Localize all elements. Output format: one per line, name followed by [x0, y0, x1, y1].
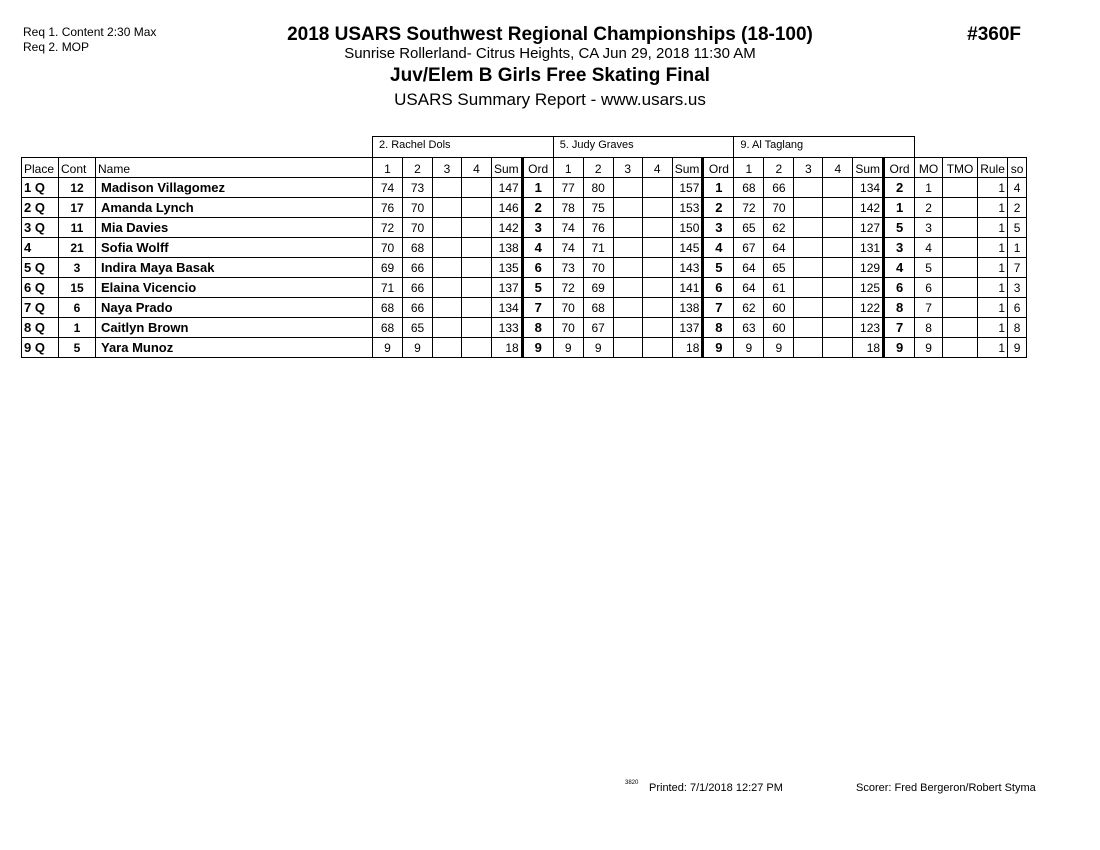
score-1: 70 — [553, 298, 583, 318]
score-2: 70 — [403, 218, 433, 238]
score-4 — [642, 178, 672, 198]
place-cell: 1 Q — [22, 178, 59, 198]
score-1: 72 — [553, 278, 583, 298]
score-3 — [613, 338, 642, 358]
column-header-ord: Ord — [703, 158, 734, 178]
column-header-so: so — [1008, 158, 1027, 178]
rule: 1 — [978, 178, 1008, 198]
score-2: 70 — [403, 198, 433, 218]
judge-sum: 127 — [853, 218, 884, 238]
score-3 — [433, 178, 462, 198]
judges-row — [22, 137, 1027, 158]
judge-ordinal: 7 — [522, 298, 553, 318]
column-header-row — [22, 158, 1027, 178]
judge-sum: 133 — [492, 318, 523, 338]
judge-sum: 145 — [672, 238, 703, 258]
majority-ordinal: 9 — [915, 338, 943, 358]
majority-ordinal: 2 — [915, 198, 943, 218]
skate-order: 3 — [1008, 278, 1027, 298]
rule: 1 — [978, 278, 1008, 298]
rule: 1 — [978, 318, 1008, 338]
judge-sum: 147 — [492, 178, 523, 198]
score-2: 65 — [403, 318, 433, 338]
place-cell: 9 Q — [22, 338, 59, 358]
judge-ordinal: 1 — [522, 178, 553, 198]
venue-date: Sunrise Rollerland- Citrus Heights, CA Jun 29, 2018 11:30 AM — [344, 45, 756, 62]
place-cell: 8 Q — [22, 318, 59, 338]
score-4 — [462, 258, 492, 278]
place-cell: 3 Q — [22, 218, 59, 238]
score-2: 70 — [764, 198, 794, 218]
majority-ordinal: 4 — [915, 238, 943, 258]
judge-sum: 138 — [492, 238, 523, 258]
skate-order: 5 — [1008, 218, 1027, 238]
printed-timestamp: Printed: 7/1/2018 12:27 PM — [649, 782, 783, 794]
score-3 — [794, 218, 823, 238]
contestant-number: 1 — [59, 318, 96, 338]
score-3 — [613, 178, 642, 198]
score-2: 60 — [764, 318, 794, 338]
table-row — [22, 338, 1027, 358]
score-1: 73 — [553, 258, 583, 278]
majority-ordinal: 6 — [915, 278, 943, 298]
score-1: 63 — [734, 318, 764, 338]
column-header-sum: Sum — [672, 158, 703, 178]
score-4 — [462, 298, 492, 318]
column-header-place: Place — [22, 158, 59, 178]
score-2: 76 — [583, 218, 613, 238]
rule: 1 — [978, 258, 1008, 278]
score-2: 70 — [583, 258, 613, 278]
skate-order: 1 — [1008, 238, 1027, 258]
judge-sum: 18 — [672, 338, 703, 358]
skater-name: Indira Maya Basak — [96, 258, 373, 278]
judge-sum: 157 — [672, 178, 703, 198]
score-2: 66 — [403, 278, 433, 298]
judge-ordinal: 9 — [522, 338, 553, 358]
skate-order: 7 — [1008, 258, 1027, 278]
total-majority-ordinal — [943, 258, 978, 278]
score-4 — [462, 178, 492, 198]
score-1: 64 — [734, 278, 764, 298]
score-4 — [462, 318, 492, 338]
contestant-number: 11 — [59, 218, 96, 238]
score-3 — [613, 218, 642, 238]
judge-sum: 134 — [853, 178, 884, 198]
results-table — [21, 136, 1027, 358]
column-header-score-4: 4 — [462, 158, 492, 178]
table-row — [22, 198, 1027, 218]
table-row — [22, 178, 1027, 198]
judge-ordinal: 1 — [703, 178, 734, 198]
total-majority-ordinal — [943, 178, 978, 198]
judge-ordinal: 8 — [703, 318, 734, 338]
judge-ordinal: 6 — [522, 258, 553, 278]
majority-ordinal: 7 — [915, 298, 943, 318]
score-1: 65 — [734, 218, 764, 238]
score-2: 9 — [583, 338, 613, 358]
judge-sum: 129 — [853, 258, 884, 278]
score-3 — [794, 298, 823, 318]
score-4 — [642, 198, 672, 218]
judge-name: 2. Rachel Dols — [373, 137, 554, 158]
score-1: 9 — [553, 338, 583, 358]
score-1: 71 — [373, 278, 403, 298]
score-4 — [462, 238, 492, 258]
column-header-score-4: 4 — [642, 158, 672, 178]
score-1: 74 — [373, 178, 403, 198]
judge-sum: 153 — [672, 198, 703, 218]
contestant-number: 12 — [59, 178, 96, 198]
score-4 — [462, 278, 492, 298]
event-title: Juv/Elem B Girls Free Skating Final — [390, 65, 710, 86]
score-4 — [642, 258, 672, 278]
score-3 — [613, 298, 642, 318]
judge-sum: 150 — [672, 218, 703, 238]
score-1: 77 — [553, 178, 583, 198]
column-header-sum: Sum — [492, 158, 523, 178]
score-2: 69 — [583, 278, 613, 298]
skater-name: Naya Prado — [96, 298, 373, 318]
judge-sum: 18 — [492, 338, 523, 358]
score-1: 72 — [734, 198, 764, 218]
skater-name: Madison Villagomez — [96, 178, 373, 198]
judge-sum: 18 — [853, 338, 884, 358]
judge-name: 5. Judy Graves — [553, 137, 734, 158]
championship-title: 2018 USARS Southwest Regional Championships (18-100) — [287, 24, 813, 45]
judge-sum: 135 — [492, 258, 523, 278]
contestant-number: 21 — [59, 238, 96, 258]
contestant-number: 3 — [59, 258, 96, 278]
judge-sum: 131 — [853, 238, 884, 258]
column-header-mo: MO — [915, 158, 943, 178]
rule: 1 — [978, 218, 1008, 238]
table-row — [22, 278, 1027, 298]
judge-ordinal: 4 — [522, 238, 553, 258]
column-header-rule: Rule — [978, 158, 1008, 178]
score-4 — [823, 298, 853, 318]
score-1: 67 — [734, 238, 764, 258]
judge-ordinal: 3 — [884, 238, 915, 258]
score-2: 65 — [764, 258, 794, 278]
column-header-score-2: 2 — [403, 158, 433, 178]
column-header-score-3: 3 — [613, 158, 642, 178]
judge-ordinal: 9 — [884, 338, 915, 358]
score-2: 60 — [764, 298, 794, 318]
score-2: 66 — [764, 178, 794, 198]
column-header-ord: Ord — [884, 158, 915, 178]
score-4 — [823, 238, 853, 258]
skater-name: Mia Davies — [96, 218, 373, 238]
judge-ordinal: 9 — [703, 338, 734, 358]
score-3 — [613, 198, 642, 218]
rule: 1 — [978, 238, 1008, 258]
judge-sum: 146 — [492, 198, 523, 218]
score-3 — [794, 318, 823, 338]
judge-name: 9. Al Taglang — [734, 137, 915, 158]
judge-sum: 142 — [492, 218, 523, 238]
column-header-sum: Sum — [853, 158, 884, 178]
judge-ordinal: 8 — [884, 298, 915, 318]
judge-ordinal: 4 — [884, 258, 915, 278]
score-4 — [823, 338, 853, 358]
results-body — [22, 178, 1027, 358]
judge-sum: 134 — [492, 298, 523, 318]
column-header-score-2: 2 — [764, 158, 794, 178]
score-3 — [794, 278, 823, 298]
column-header-score-1: 1 — [734, 158, 764, 178]
score-2: 61 — [764, 278, 794, 298]
requirement-1: Req 1. Content 2:30 Max — [23, 25, 157, 39]
judge-sum: 143 — [672, 258, 703, 278]
score-3 — [433, 198, 462, 218]
score-1: 62 — [734, 298, 764, 318]
judge-sum: 142 — [853, 198, 884, 218]
total-majority-ordinal — [943, 278, 978, 298]
majority-ordinal: 5 — [915, 258, 943, 278]
score-4 — [823, 278, 853, 298]
column-header-name: Name — [96, 158, 373, 178]
score-3 — [433, 278, 462, 298]
judge-sum: 122 — [853, 298, 884, 318]
score-4 — [823, 178, 853, 198]
score-2: 66 — [403, 298, 433, 318]
column-header-score-4: 4 — [823, 158, 853, 178]
score-1: 68 — [373, 298, 403, 318]
place-cell: 6 Q — [22, 278, 59, 298]
score-3 — [433, 218, 462, 238]
judge-ordinal: 2 — [703, 198, 734, 218]
judge-ordinal: 5 — [703, 258, 734, 278]
skater-name: Amanda Lynch — [96, 198, 373, 218]
judge-ordinal: 2 — [884, 178, 915, 198]
score-3 — [613, 258, 642, 278]
judge-sum: 141 — [672, 278, 703, 298]
score-2: 66 — [403, 258, 433, 278]
score-3 — [433, 298, 462, 318]
score-2: 68 — [583, 298, 613, 318]
rule: 1 — [978, 198, 1008, 218]
score-1: 9 — [734, 338, 764, 358]
total-majority-ordinal — [943, 338, 978, 358]
score-1: 9 — [373, 338, 403, 358]
skate-order: 6 — [1008, 298, 1027, 318]
judge-ordinal: 7 — [703, 298, 734, 318]
score-4 — [823, 318, 853, 338]
skater-name: Caitlyn Brown — [96, 318, 373, 338]
requirement-2: Req 2. MOP — [23, 40, 90, 54]
score-1: 68 — [734, 178, 764, 198]
score-4 — [642, 338, 672, 358]
score-4 — [462, 218, 492, 238]
judge-ordinal: 5 — [884, 218, 915, 238]
scorer-names: Scorer: Fred Bergeron/Robert Styma — [856, 782, 1036, 794]
skate-order: 8 — [1008, 318, 1027, 338]
score-1: 70 — [553, 318, 583, 338]
score-3 — [794, 258, 823, 278]
contestant-number: 15 — [59, 278, 96, 298]
score-2: 9 — [403, 338, 433, 358]
skater-name: Sofia Wolff — [96, 238, 373, 258]
place-cell: 5 Q — [22, 258, 59, 278]
place-cell: 2 Q — [22, 198, 59, 218]
majority-ordinal: 3 — [915, 218, 943, 238]
score-3 — [433, 338, 462, 358]
score-1: 74 — [553, 238, 583, 258]
score-4 — [823, 198, 853, 218]
total-majority-ordinal — [943, 318, 978, 338]
score-1: 76 — [373, 198, 403, 218]
judge-ordinal: 4 — [703, 238, 734, 258]
score-1: 68 — [373, 318, 403, 338]
rule: 1 — [978, 338, 1008, 358]
table-row — [22, 218, 1027, 238]
score-1: 78 — [553, 198, 583, 218]
score-3 — [794, 178, 823, 198]
score-3 — [433, 318, 462, 338]
judge-sum: 137 — [492, 278, 523, 298]
column-header-ord: Ord — [522, 158, 553, 178]
score-3 — [433, 258, 462, 278]
score-4 — [642, 298, 672, 318]
judge-ordinal: 7 — [884, 318, 915, 338]
score-3 — [794, 198, 823, 218]
score-2: 80 — [583, 178, 613, 198]
score-1: 74 — [553, 218, 583, 238]
judge-ordinal: 8 — [522, 318, 553, 338]
total-majority-ordinal — [943, 218, 978, 238]
judge-sum: 138 — [672, 298, 703, 318]
column-header-score-1: 1 — [373, 158, 403, 178]
score-4 — [462, 338, 492, 358]
column-header-score-2: 2 — [583, 158, 613, 178]
score-3 — [794, 238, 823, 258]
majority-ordinal: 8 — [915, 318, 943, 338]
judge-sum: 125 — [853, 278, 884, 298]
judge-ordinal: 3 — [703, 218, 734, 238]
score-4 — [823, 218, 853, 238]
score-3 — [433, 238, 462, 258]
score-3 — [613, 238, 642, 258]
score-2: 68 — [403, 238, 433, 258]
skate-order: 4 — [1008, 178, 1027, 198]
score-1: 70 — [373, 238, 403, 258]
skate-order: 2 — [1008, 198, 1027, 218]
score-2: 75 — [583, 198, 613, 218]
total-majority-ordinal — [943, 198, 978, 218]
skater-name: Elaina Vicencio — [96, 278, 373, 298]
judge-ordinal: 1 — [884, 198, 915, 218]
judge-ordinal: 2 — [522, 198, 553, 218]
judge-ordinal: 6 — [703, 278, 734, 298]
score-2: 71 — [583, 238, 613, 258]
score-2: 9 — [764, 338, 794, 358]
score-1: 64 — [734, 258, 764, 278]
score-1: 69 — [373, 258, 403, 278]
score-2: 73 — [403, 178, 433, 198]
column-header-score-3: 3 — [794, 158, 823, 178]
column-header-tmo: TMO — [943, 158, 978, 178]
place-cell: 7 Q — [22, 298, 59, 318]
total-majority-ordinal — [943, 238, 978, 258]
column-header-cont: Cont — [59, 158, 96, 178]
score-1: 72 — [373, 218, 403, 238]
score-4 — [642, 218, 672, 238]
table-row — [22, 318, 1027, 338]
score-3 — [613, 318, 642, 338]
score-2: 67 — [583, 318, 613, 338]
score-2: 62 — [764, 218, 794, 238]
table-row — [22, 238, 1027, 258]
column-header-score-1: 1 — [553, 158, 583, 178]
skater-name: Yara Munoz — [96, 338, 373, 358]
place-cell: 4 — [22, 238, 59, 258]
report-title: USARS Summary Report - www.usars.us — [394, 90, 706, 109]
judge-ordinal: 6 — [884, 278, 915, 298]
skate-order: 9 — [1008, 338, 1027, 358]
score-3 — [794, 338, 823, 358]
score-4 — [823, 258, 853, 278]
contestant-number: 5 — [59, 338, 96, 358]
majority-ordinal: 1 — [915, 178, 943, 198]
judge-ordinal: 5 — [522, 278, 553, 298]
column-header-score-3: 3 — [433, 158, 462, 178]
total-majority-ordinal — [943, 298, 978, 318]
report-code: 3820 — [625, 780, 639, 786]
judge-sum: 123 — [853, 318, 884, 338]
contestant-number: 6 — [59, 298, 96, 318]
score-2: 64 — [764, 238, 794, 258]
table-row — [22, 298, 1027, 318]
event-number: #360F — [967, 24, 1021, 45]
judge-sum: 137 — [672, 318, 703, 338]
rule: 1 — [978, 298, 1008, 318]
judge-ordinal: 3 — [522, 218, 553, 238]
score-4 — [642, 278, 672, 298]
score-4 — [462, 198, 492, 218]
score-3 — [613, 278, 642, 298]
score-4 — [642, 318, 672, 338]
table-row — [22, 258, 1027, 278]
contestant-number: 17 — [59, 198, 96, 218]
score-4 — [642, 238, 672, 258]
